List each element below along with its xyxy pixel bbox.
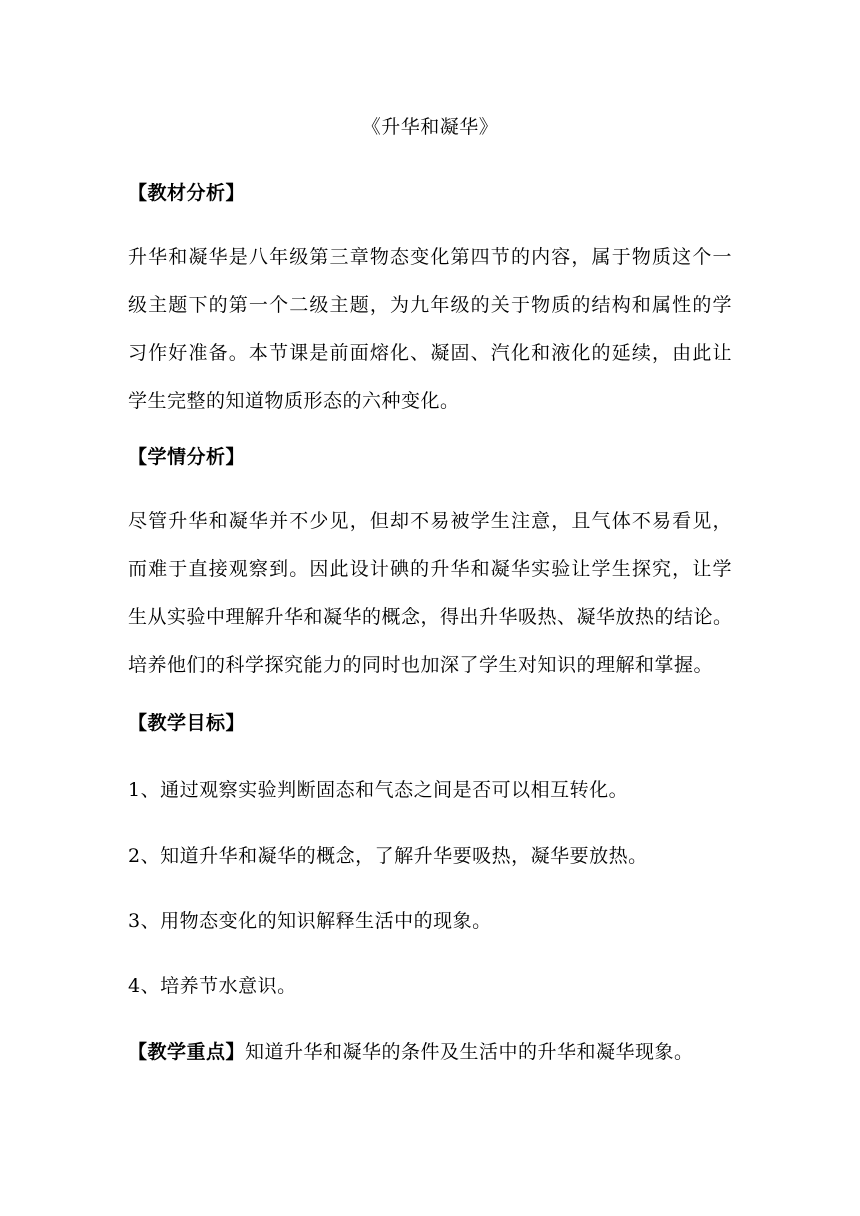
goal-item: 1、通过观察实验判断固态和气态之间是否可以相互转化。 [128,779,629,801]
goal-item: 2、知道升华和凝华的概念，了解升华要吸热，凝华要放热。 [128,845,648,867]
paragraph-line: 尽管升华和凝华并不少见，但却不易被学生注意，且气体不易看见， [128,510,732,532]
paragraph-line: 学生完整的知道物质形态的六种变化。 [128,390,460,412]
section-heading-key-points: 【教学重点】 [128,1041,246,1063]
paragraph-line: 升华和凝华是八年级第三章物态变化第四节的内容，属于物质这个一 [128,246,732,268]
paragraph-line: 习作好准备。本节课是前面熔化、凝固、汽化和液化的延续，由此让 [128,342,732,364]
paragraph-student-analysis [128,506,732,698]
section-heading-student-analysis: 【学情分析】 [128,446,246,468]
paragraph-textbook-analysis [128,242,732,434]
paragraph-line: 生从实验中理解升华和凝华的概念，得出升华吸热、凝华放热的结论。 [128,606,733,628]
document-title: 《升华和凝华》 [361,116,499,138]
section-heading-textbook-analysis: 【教材分析】 [128,182,246,204]
goal-item: 4、培养节水意识。 [128,975,297,997]
paragraph-line: 级主题下的第一个二级主题，为九年级的关于物质的结构和属性的学 [128,294,732,316]
goal-item: 3、用物态变化的知识解释生活中的现象。 [128,910,492,932]
paragraph-line: 而难于直接观察到。因此设计碘的升华和凝华实验让学生探究，让学 [128,558,732,580]
paragraph-line: 培养他们的科学探究能力的同时也加深了学生对知识的理解和掌握。 [128,654,714,676]
key-points-text: 知道升华和凝华的条件及生活中的升华和凝华现象。 [245,1041,694,1063]
section-heading-teaching-goals: 【教学目标】 [128,712,246,734]
key-points-line [128,1037,694,1067]
